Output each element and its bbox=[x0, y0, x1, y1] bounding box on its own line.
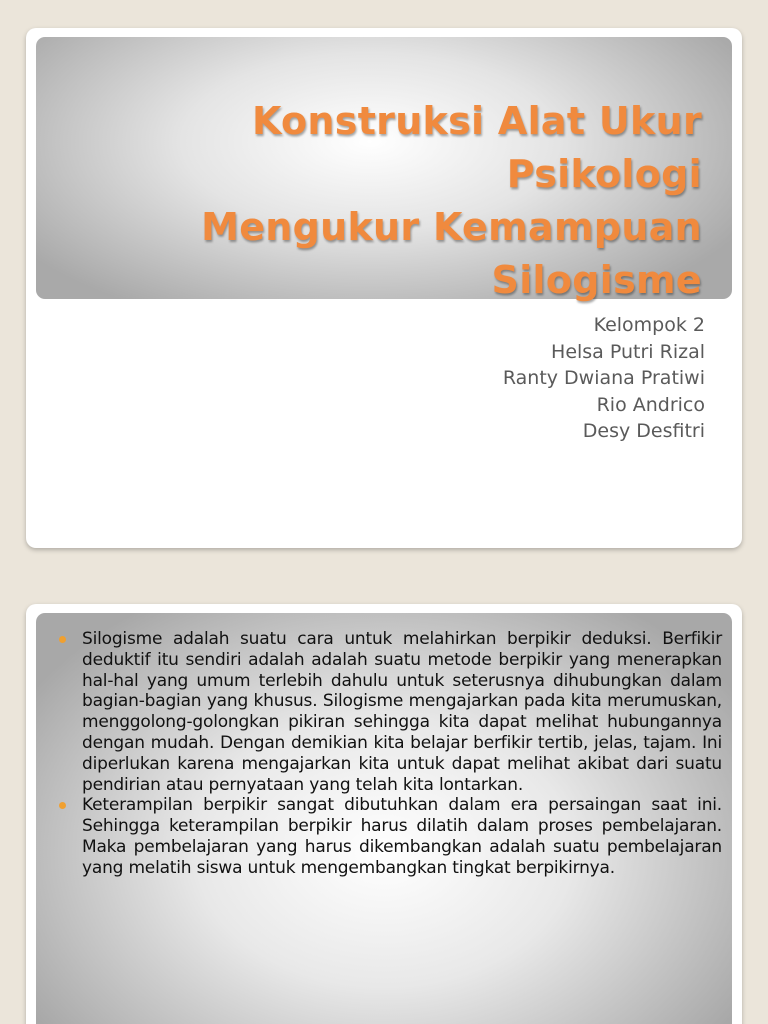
bullet-item bbox=[56, 629, 722, 795]
author-name: Rio Andrico bbox=[596, 393, 705, 416]
bullet-dot-icon bbox=[59, 802, 66, 809]
bullet-item bbox=[56, 795, 722, 878]
bullet-dot-icon bbox=[59, 636, 66, 643]
author-name: Desy Desfitri bbox=[582, 420, 705, 442]
group-name: Kelompok 2 bbox=[593, 314, 705, 336]
title-panel bbox=[36, 37, 732, 302]
title-line: Mengukur Kemampuan bbox=[201, 205, 702, 249]
title-line: Psikologi bbox=[506, 152, 702, 196]
title-line: Konstruksi Alat Ukur bbox=[251, 99, 702, 143]
bullet-text: Keterampilan berpikir sangat dibutuhkan dalam era persaingan saat ini. Sehingga keterampilan berpikir harus dilatih dalam proses pembelajaran. Maka pembelajaran yang harus dikembangkan adalah suatu pembelajaran yang melatih siswa untuk mengembangkan tingkat berpikirnya. bbox=[82, 795, 722, 878]
content-panel bbox=[36, 613, 732, 1024]
bullet-list bbox=[56, 629, 722, 879]
title-line: Silogisme bbox=[491, 258, 702, 302]
bullet-text: Silogisme adalah suatu cara untuk melahirkan berpikir deduksi. Berfikir deduktif itu sendiri adalah adalah suatu metode berpikir yang menerapkan hal-hal yang umum terlebih dahulu untuk seterusnya dihubungkan dalam bagian-bagian yang khusus. Silogisme mengajarkan pada kita merumuskan, menggolong-golongkan pikiran sehingga kita dapat melihat hubungannya dengan mudah. Dengan demikian kita belajar berfikir tertib, jelas, tajam. Ini diperlukan karena mengajarkan kita untuk dapat melihat akibat dari suatu pendirian atau pernyataan yang telah kita lontarkan. bbox=[82, 629, 722, 795]
content-slide bbox=[26, 604, 742, 1024]
authors-list bbox=[503, 312, 705, 445]
slide-title bbox=[201, 95, 702, 307]
author-name: Ranty Dwiana Pratiwi bbox=[502, 367, 705, 389]
title-slide bbox=[26, 28, 742, 548]
author-name: Helsa Putri Rizal bbox=[551, 340, 705, 363]
